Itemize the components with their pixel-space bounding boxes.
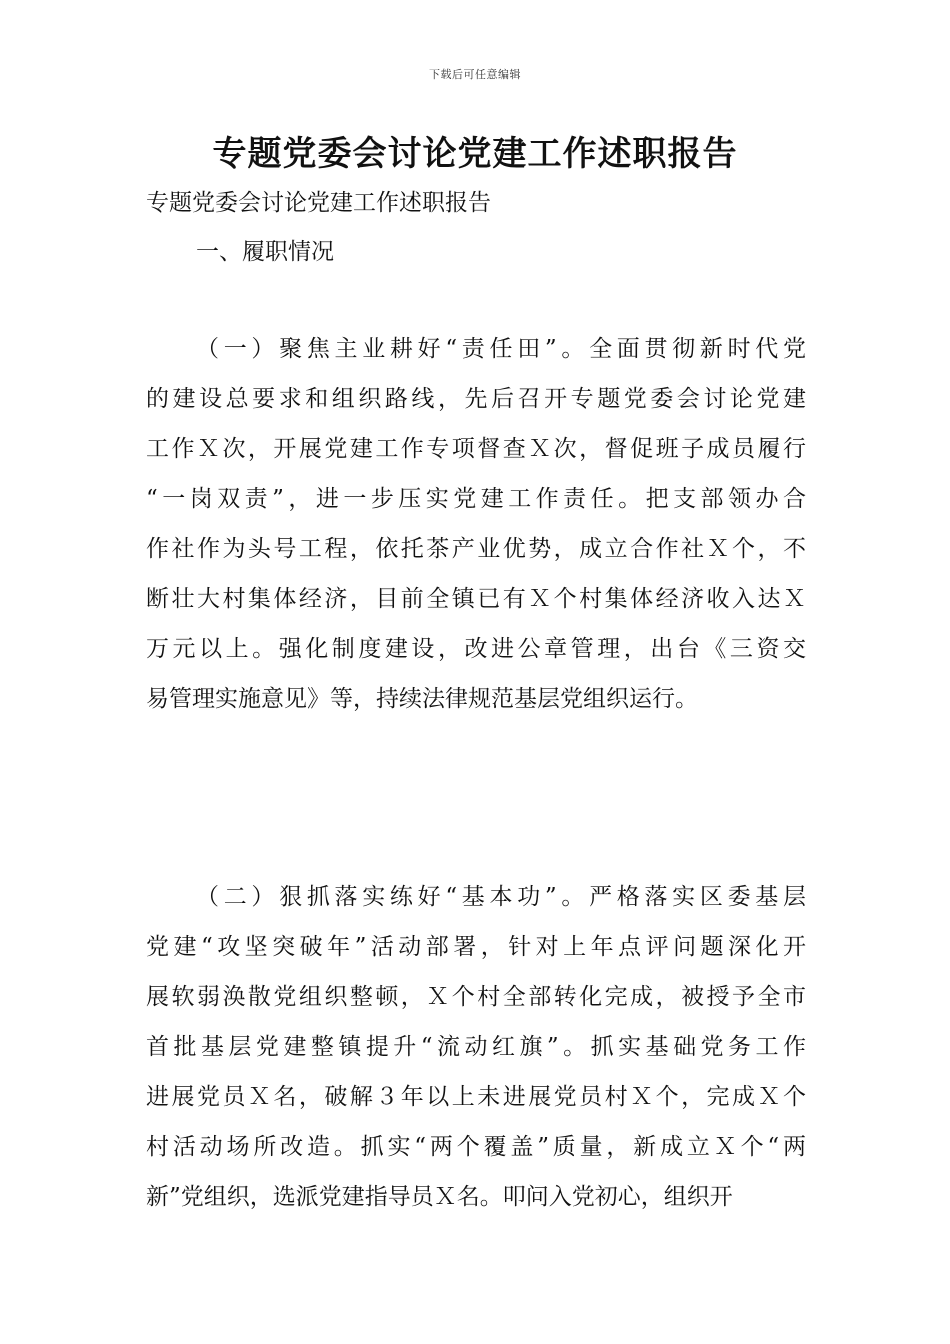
paragraph-line: 万元以上。强化制度建设，改进公章管理，出台《三资交 <box>146 636 806 662</box>
paragraph-line: 断壮大村集体经济，目前全镇已有Ｘ个村集体经济收入达Ｘ <box>146 586 806 612</box>
paragraph-line: 党建“攻坚突破年”活动部署，针对上年点评问题深化开 <box>146 934 806 960</box>
paragraph-line: 进展党员Ｘ名，破解３年以上未进展党员村Ｘ个，完成Ｘ个 <box>146 1084 806 1110</box>
paragraph-line: 新”党组织，选派党建指导员Ｘ名。叩问入党初心，组织开 <box>146 1184 733 1210</box>
paragraph-line: （一）聚焦主业耕好“责任田”。全面贯彻新时代党 <box>196 336 806 362</box>
paragraph-line: 的建设总要求和组织路线，先后召开专题党委会讨论党建 <box>146 386 806 412</box>
paragraph-line: 工作Ｘ次，开展党建工作专项督查Ｘ次，督促班子成员履行 <box>146 436 806 462</box>
paragraph-line: （二）狠抓落实练好“基本功”。严格落实区委基层 <box>196 884 806 910</box>
header-note: 下载后可任意编辑 <box>429 68 521 81</box>
section-heading: 一、履职情况 <box>196 239 334 265</box>
paragraph-line: 易管理实施意见》等，持续法律规范基层党组织运行。 <box>146 686 698 712</box>
paragraph-line: 作社作为头号工程，依托茶产业优势，成立合作社Ｘ个，不 <box>146 536 806 562</box>
paragraph-line: 展软弱涣散党组织整顿，Ｘ个村全部转化完成，被授予全市 <box>146 984 806 1010</box>
document-subtitle: 专题党委会讨论党建工作述职报告 <box>146 190 491 216</box>
paragraph-line: 首批基层党建整镇提升“流动红旗”。抓实基础党务工作 <box>146 1034 806 1060</box>
paragraph-line: “一岗双责”，进一步压实党建工作责任。把支部领办合 <box>146 486 806 512</box>
document-title: 专题党委会讨论党建工作述职报告 <box>212 134 738 174</box>
paragraph-line: 村活动场所改造。抓实“两个覆盖”质量，新成立Ｘ个“两 <box>146 1134 806 1160</box>
